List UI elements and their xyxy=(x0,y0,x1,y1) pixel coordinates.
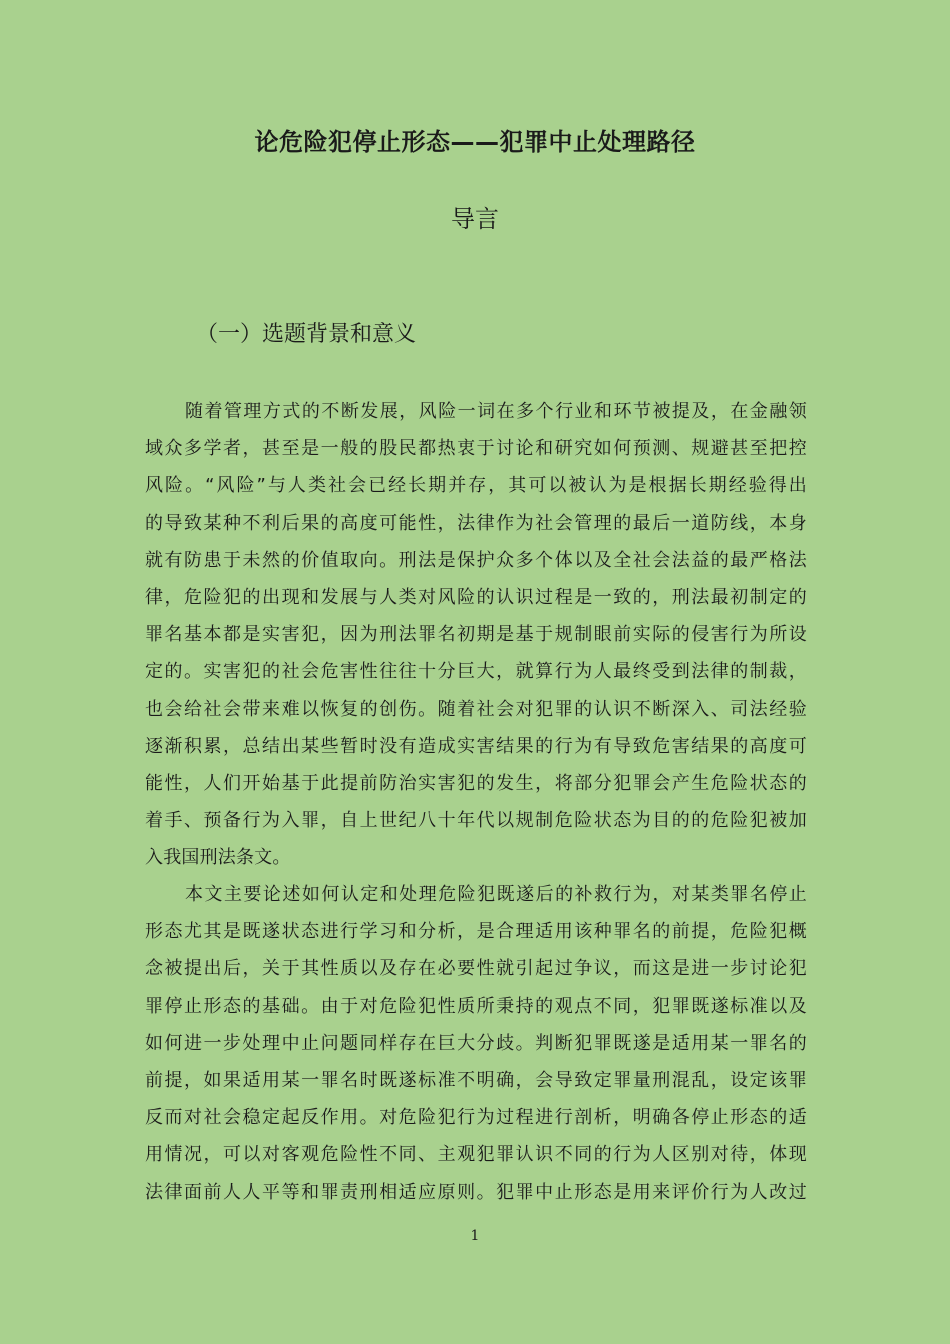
paragraph-1 xyxy=(145,393,807,876)
paragraph-line: 前提，如果适用某一罪名时既遂标准不明确，会导致定罪量刑混乱，设定该罪 xyxy=(145,1069,807,1091)
paragraph-line: 念被提出后，关于其性质以及存在必要性就引起过争议，而这是进一步讨论犯 xyxy=(145,958,807,980)
paragraph-line: 入我国刑法条文。 xyxy=(145,847,291,869)
section-heading: （一）选题背景和意义 xyxy=(196,322,417,347)
introduction-heading: 导言 xyxy=(451,205,499,233)
page-number: 1 xyxy=(470,1228,480,1244)
paragraph-line: 本文主要论述如何认定和处理危险犯既遂后的补救行为，对某类罪名停止 xyxy=(185,884,807,905)
paragraph-2 xyxy=(145,876,807,1211)
paragraph-line: 域众多学者，甚至是一般的股民都热衷于讨论和研究如何预测、规避甚至把控 xyxy=(145,438,807,460)
paragraph-line: 能性，人们开始基于此提前防治实害犯的发生，将部分犯罪会产生危险状态的 xyxy=(145,772,807,794)
paragraph-line: 如何进一步处理中止问题同样存在巨大分歧。判断犯罪既遂是适用某一罪名的 xyxy=(145,1032,807,1054)
paragraph-line: 用情况，可以对客观危险性不同、主观犯罪认识不同的行为人区别对待，体现 xyxy=(145,1144,807,1166)
paragraph-line: 反而对社会稳定起反作用。对危险犯行为过程进行剖析，明确各停止形态的适 xyxy=(145,1107,807,1129)
paragraph-line: 罪名基本都是实害犯，因为刑法罪名初期是基于规制眼前实际的侵害行为所设 xyxy=(145,624,807,646)
paragraph-line: 定的。实害犯的社会危害性往往十分巨大，就算行为人最终受到法律的制裁， xyxy=(145,661,807,683)
paragraph-line: 着手、预备行为入罪，自上世纪八十年代以规制危险状态为目的的危险犯被加 xyxy=(145,810,807,832)
document-title: 论危险犯停止形态——犯罪中止处理路径 xyxy=(254,128,696,156)
paragraph-line: 律，危险犯的出现和发展与人类对风险的认识过程是一致的，刑法最初制定的 xyxy=(145,586,807,608)
paragraph-line: 法律面前人人平等和罪责刑相适应原则。犯罪中止形态是用来评价行为人改过 xyxy=(145,1181,807,1203)
paragraph-line: 就有防患于未然的价值取向。刑法是保护众多个体以及全社会法益的最严格法 xyxy=(145,549,807,571)
paragraph-line: 的导致某种不利后果的高度可能性，法律作为社会管理的最后一道防线，本身 xyxy=(145,512,807,534)
paragraph-line: 罪停止形态的基础。由于对危险犯性质所秉持的观点不同，犯罪既遂标准以及 xyxy=(145,995,807,1017)
paragraph-line: 风险。“风险”与人类社会已经长期并存，其可以被认为是根据长期经验得出 xyxy=(145,475,807,497)
paragraph-line: 逐渐积累，总结出某些暂时没有造成实害结果的行为有导致危害结果的高度可 xyxy=(145,735,807,757)
paragraph-line: 形态尤其是既遂状态进行学习和分析，是合理适用该种罪名的前提，危险犯概 xyxy=(145,921,807,943)
paragraph-line: 随着管理方式的不断发展，风险一词在多个行业和环节被提及，在金融领 xyxy=(185,401,807,422)
paragraph-line: 也会给社会带来难以恢复的创伤。随着社会对犯罪的认识不断深入、司法经验 xyxy=(145,698,807,720)
